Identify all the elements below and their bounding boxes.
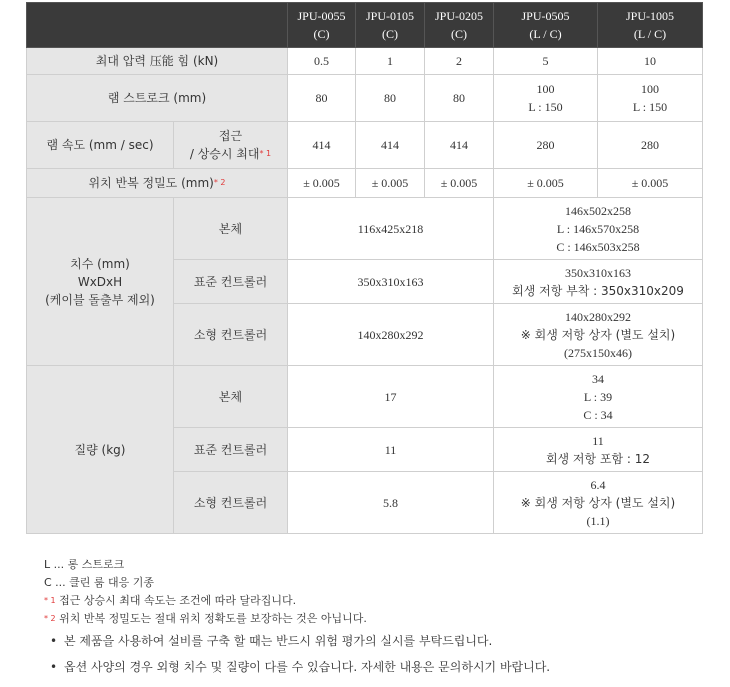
cell-value: 100 L : 150 (494, 75, 598, 122)
cell-value: 280 (494, 122, 598, 169)
label-ram-speed: 램 속도 (mm / sec) (27, 122, 174, 169)
cell-value: 414 (356, 122, 425, 169)
cell-value: ± 0.005 (288, 169, 356, 198)
cell-value: 5 (494, 48, 598, 75)
footnote-mark: * 1 (259, 149, 272, 158)
cell-value: 34 L : 39 C : 34 (494, 366, 703, 428)
footnotes (44, 556, 367, 628)
cell-value: 80 (288, 75, 356, 122)
label-mass: 질량 (kg) (27, 366, 174, 534)
cell-value: ± 0.005 (356, 169, 425, 198)
cell-value: 6.4 ※ 회생 저항 상자 (별도 설치) (1.1) (494, 472, 703, 534)
label-max-force: 최대 압력 压能 힘 (kN) (27, 48, 288, 75)
label-std-controller: 표준 컨트롤러 (174, 260, 288, 304)
header-jpu-1005: JPU-1005 (L / C) (598, 3, 703, 48)
cell-value: 146x502x258 L : 146x570x258 C : 146x503x258 (494, 198, 703, 260)
header-corner (27, 3, 288, 48)
cell-value: 140x280x292 (288, 304, 494, 366)
row-dim-body (27, 198, 703, 260)
cell-value: 350x310x163 (288, 260, 494, 304)
bullet-list (50, 630, 550, 682)
cell-value: 17 (288, 366, 494, 428)
cell-value: 80 (425, 75, 494, 122)
bullet-item: • 본 제품을 사용하여 설비를 구축 할 때는 반드시 위험 평가의 실시를 부탁드립니다. (50, 630, 550, 656)
label-mini-controller: 소형 컨트롤러 (174, 472, 288, 534)
cell-value: 140x280x292 ※ 회생 저항 상자 (별도 설치) (275x150x46) (494, 304, 703, 366)
cell-value: ± 0.005 (598, 169, 703, 198)
cell-value: 10 (598, 48, 703, 75)
cell-value: 11 회생 저항 포함 : 12 (494, 428, 703, 472)
spec-table (26, 2, 703, 534)
label-body: 본체 (174, 366, 288, 428)
row-ram-speed (27, 122, 703, 169)
row-max-force (27, 48, 703, 75)
cell-value: 2 (425, 48, 494, 75)
note-clean-room: C ... 클린 룸 대응 기종 (44, 576, 155, 589)
cell-value: 5.8 (288, 472, 494, 534)
bullet-icon: • (50, 634, 58, 648)
cell-value: 80 (356, 75, 425, 122)
row-repeat-accuracy (27, 169, 703, 198)
footnote-mark: * 1 (44, 596, 56, 605)
bullet-icon: • (50, 660, 58, 674)
cell-value: 350x310x163 회생 저항 부착 : 350x310x209 (494, 260, 703, 304)
note-long-stroke: L ... 롱 스트로크 (44, 558, 125, 571)
cell-value: 414 (288, 122, 356, 169)
cell-value: 116x425x218 (288, 198, 494, 260)
cell-value: 0.5 (288, 48, 356, 75)
label-body: 본체 (174, 198, 288, 260)
note-1: $^{* 1}$ 접근 상승시 최대 속도는 조건에 따라 달라집니다. (44, 594, 297, 607)
cell-value: ± 0.005 (494, 169, 598, 198)
label-dimensions: 치수 (mm) WxDxH (케이블 돌출부 제외) (27, 198, 174, 366)
note-2: $^{* 2}$ 위치 반복 정밀도는 절대 위치 정확도를 보장하는 것은 아닙니다. (44, 612, 367, 625)
row-ram-stroke (27, 75, 703, 122)
footnote-mark: * 2 (44, 614, 56, 623)
row-mass-body (27, 366, 703, 428)
header-row (27, 3, 703, 48)
header-jpu-0105: JPU-0105 (C) (356, 3, 425, 48)
header-jpu-0205: JPU-0205 (C) (425, 3, 494, 48)
label-mini-controller: 소형 컨트롤러 (174, 304, 288, 366)
header-jpu-0505: JPU-0505 (L / C) (494, 3, 598, 48)
label-ram-speed-sub: 접근 / 상승시 최대$^{* 1}$ (174, 122, 288, 169)
bullet-item: • 옵션 사양의 경우 외형 치수 및 질량이 다를 수 있습니다. 자세한 내용은 문의하시기 바랍니다. (50, 656, 550, 682)
label-std-controller: 표준 컨트롤러 (174, 428, 288, 472)
cell-value: 1 (356, 48, 425, 75)
footnote-mark: * 2 (213, 178, 226, 187)
cell-value: 11 (288, 428, 494, 472)
header-jpu-0055: JPU-0055 (C) (288, 3, 356, 48)
cell-value: ± 0.005 (425, 169, 494, 198)
cell-value: 280 (598, 122, 703, 169)
label-ram-stroke: 램 스트로크 (mm) (27, 75, 288, 122)
cell-value: 414 (425, 122, 494, 169)
label-repeat-accuracy: 위치 반복 정밀도 (mm)$^{* 2}$ (27, 169, 288, 198)
cell-value: 100 L : 150 (598, 75, 703, 122)
